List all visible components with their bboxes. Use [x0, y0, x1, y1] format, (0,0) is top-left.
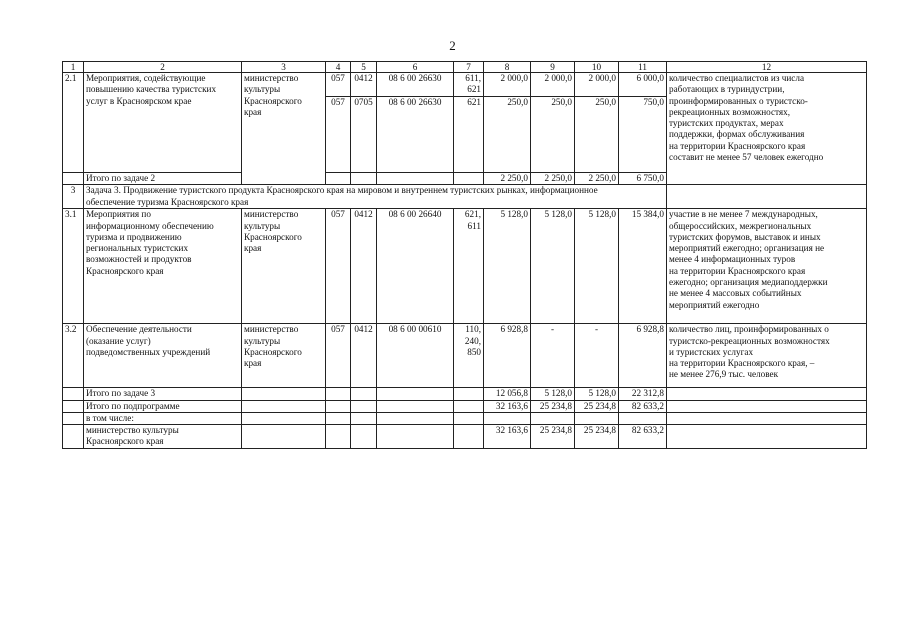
header-cell: 5 — [351, 62, 377, 73]
measure-name: Мероприятия по информационному обеспечению туризма и продвижению региональных туристских возможностей и продуктов Красноярского края — [84, 209, 242, 324]
row-number: 3.1 — [63, 209, 84, 324]
year3-value: 250,0 — [575, 97, 619, 173]
responsible-ministry: министерство культуры Красноярского края — [242, 73, 326, 185]
total-value: 22 312,8 — [619, 388, 667, 400]
empty-cell — [351, 400, 377, 412]
empty-cell — [351, 425, 377, 449]
empty-cell — [531, 412, 575, 424]
year1-value: 32 163,6 — [484, 400, 531, 412]
year1-value: 6 928,8 — [484, 324, 531, 388]
header-cell: 2 — [84, 62, 242, 73]
target-code: 08 6 00 26630 — [377, 97, 454, 173]
total-value: 6 000,0 — [619, 73, 667, 97]
target-code: 08 6 00 00610 — [377, 324, 454, 388]
year1-value: 5 128,0 — [484, 209, 531, 324]
year3-value: 2 250,0 — [575, 173, 619, 185]
table-row — [63, 209, 867, 324]
grbs-code: 057 — [326, 209, 351, 324]
ministry-label: министерство культуры Красноярского края — [84, 425, 242, 449]
table-row — [63, 324, 867, 388]
empty-cell — [63, 173, 84, 185]
expected-result: количество лиц, проинформированных о туристско-рекреационных возможностях и туристских услугах на территории Красноярского края, – не менее 276,9 тыс. человек — [667, 324, 867, 388]
empty-cell — [351, 388, 377, 400]
year2-value: 5 128,0 — [531, 388, 575, 400]
total-value: 15 384,0 — [619, 209, 667, 324]
empty-cell — [351, 412, 377, 424]
year2-value: 2 000,0 — [531, 73, 575, 97]
table-row — [63, 73, 867, 97]
empty-cell — [326, 388, 351, 400]
row-number: 2.1 — [63, 73, 84, 173]
total-value: 82 633,2 — [619, 400, 667, 412]
task-number: 3 — [63, 185, 84, 209]
year1-value: 2 250,0 — [484, 173, 531, 185]
header-cell: 12 — [667, 62, 867, 73]
total-row — [63, 388, 867, 400]
total-label: Итого по подпрограмме — [84, 400, 242, 412]
section-code: 0705 — [351, 97, 377, 173]
empty-cell — [454, 425, 484, 449]
year3-value: 5 128,0 — [575, 388, 619, 400]
responsible-ministry: министерство культуры Красноярского края — [242, 209, 326, 324]
year2-value: - — [531, 324, 575, 388]
year1-value: 250,0 — [484, 97, 531, 173]
row-number: 3.2 — [63, 324, 84, 388]
header-cell: 11 — [619, 62, 667, 73]
year2-value: 25 234,8 — [531, 400, 575, 412]
budget-table — [62, 61, 867, 449]
empty-cell — [377, 400, 454, 412]
section-code: 0412 — [351, 73, 377, 97]
header-cell: 1 — [63, 62, 84, 73]
section-code: 0412 — [351, 324, 377, 388]
empty-cell — [63, 412, 84, 424]
header-cell: 3 — [242, 62, 326, 73]
empty-cell — [242, 388, 326, 400]
empty-cell — [454, 412, 484, 424]
expense-type: 611, 621 — [454, 73, 484, 97]
empty-cell — [63, 388, 84, 400]
page-number: 2 — [449, 38, 456, 53]
year1-value: 12 056,8 — [484, 388, 531, 400]
header-cell: 6 — [377, 62, 454, 73]
expense-type: 621, 611 — [454, 209, 484, 324]
empty-cell — [619, 412, 667, 424]
total-label: Итого по задаче 2 — [84, 173, 242, 185]
header-cell: 10 — [575, 62, 619, 73]
measure-name: Обеспечение деятельности (оказание услуг) подведомственных учреждений — [84, 324, 242, 388]
task-row — [63, 185, 867, 209]
empty-cell — [667, 185, 867, 209]
total-row — [63, 400, 867, 412]
year1-value: 32 163,6 — [484, 425, 531, 449]
empty-cell — [242, 425, 326, 449]
table-row — [63, 412, 867, 424]
empty-cell — [242, 400, 326, 412]
empty-cell — [667, 388, 867, 400]
empty-cell — [63, 400, 84, 412]
empty-cell — [377, 425, 454, 449]
empty-cell — [667, 412, 867, 424]
target-code: 08 6 00 26630 — [377, 73, 454, 97]
header-cell: 8 — [484, 62, 531, 73]
measure-name: Мероприятия, содействующие повышению качества туристских услуг в Красноярском крае — [84, 73, 242, 173]
expected-result: участие в не менее 7 международных, общероссийских, межрегиональных туристских форумов, выставок и иных мероприятий ежегодно; организация не менее 4 информационных туров на территории Красноярского края ежегодно; организация медиаподдержки не менее 4 массовых событийных мероприятий ежегодно — [667, 209, 867, 324]
target-code: 08 6 00 26640 — [377, 209, 454, 324]
empty-cell — [326, 412, 351, 424]
empty-cell — [454, 173, 484, 185]
task-title: Задача 3. Продвижение туристского продукта Красноярского края на мировом и внутреннем туристских рынках, информационное обеспечение туризма Красноярского края — [84, 185, 667, 209]
empty-cell — [377, 388, 454, 400]
year3-value: 2 000,0 — [575, 73, 619, 97]
year2-value: 25 234,8 — [531, 425, 575, 449]
total-value: 750,0 — [619, 97, 667, 173]
header-cell: 9 — [531, 62, 575, 73]
expense-type: 110, 240, 850 — [454, 324, 484, 388]
including-label: в том числе: — [84, 412, 242, 424]
grbs-code: 057 — [326, 97, 351, 173]
grbs-code: 057 — [326, 73, 351, 97]
expense-type: 621 — [454, 97, 484, 173]
empty-cell — [667, 425, 867, 449]
header-row — [63, 62, 867, 73]
empty-cell — [326, 400, 351, 412]
empty-cell — [454, 400, 484, 412]
empty-cell — [242, 412, 326, 424]
table-row — [63, 425, 867, 449]
empty-cell — [484, 412, 531, 424]
total-value: 6 750,0 — [619, 173, 667, 185]
empty-cell — [377, 412, 454, 424]
empty-cell — [377, 173, 454, 185]
total-label: Итого по задаче 3 — [84, 388, 242, 400]
header-cell: 4 — [326, 62, 351, 73]
grbs-code: 057 — [326, 324, 351, 388]
empty-cell — [667, 400, 867, 412]
year1-value: 2 000,0 — [484, 73, 531, 97]
empty-cell — [63, 425, 84, 449]
responsible-ministry: министерство культуры Красноярского края — [242, 324, 326, 388]
year3-value: 25 234,8 — [575, 425, 619, 449]
year2-value: 5 128,0 — [531, 209, 575, 324]
total-value: 82 633,2 — [619, 425, 667, 449]
empty-cell — [454, 388, 484, 400]
empty-cell — [326, 425, 351, 449]
year2-value: 250,0 — [531, 97, 575, 173]
header-cell: 7 — [454, 62, 484, 73]
section-code: 0412 — [351, 209, 377, 324]
year3-value: - — [575, 324, 619, 388]
empty-cell — [351, 173, 377, 185]
empty-cell — [575, 412, 619, 424]
year2-value: 2 250,0 — [531, 173, 575, 185]
expected-result: количество специалистов из числа работающих в туриндустрии, проинформированных о туристско- рекреационных возможностях, туристских продуктах, мерах поддержки, формах обслуживания на территории Красноярского края составит не менее 57 человек ежегодно — [667, 73, 867, 185]
year3-value: 25 234,8 — [575, 400, 619, 412]
year3-value: 5 128,0 — [575, 209, 619, 324]
total-value: 6 928,8 — [619, 324, 667, 388]
empty-cell — [326, 173, 351, 185]
